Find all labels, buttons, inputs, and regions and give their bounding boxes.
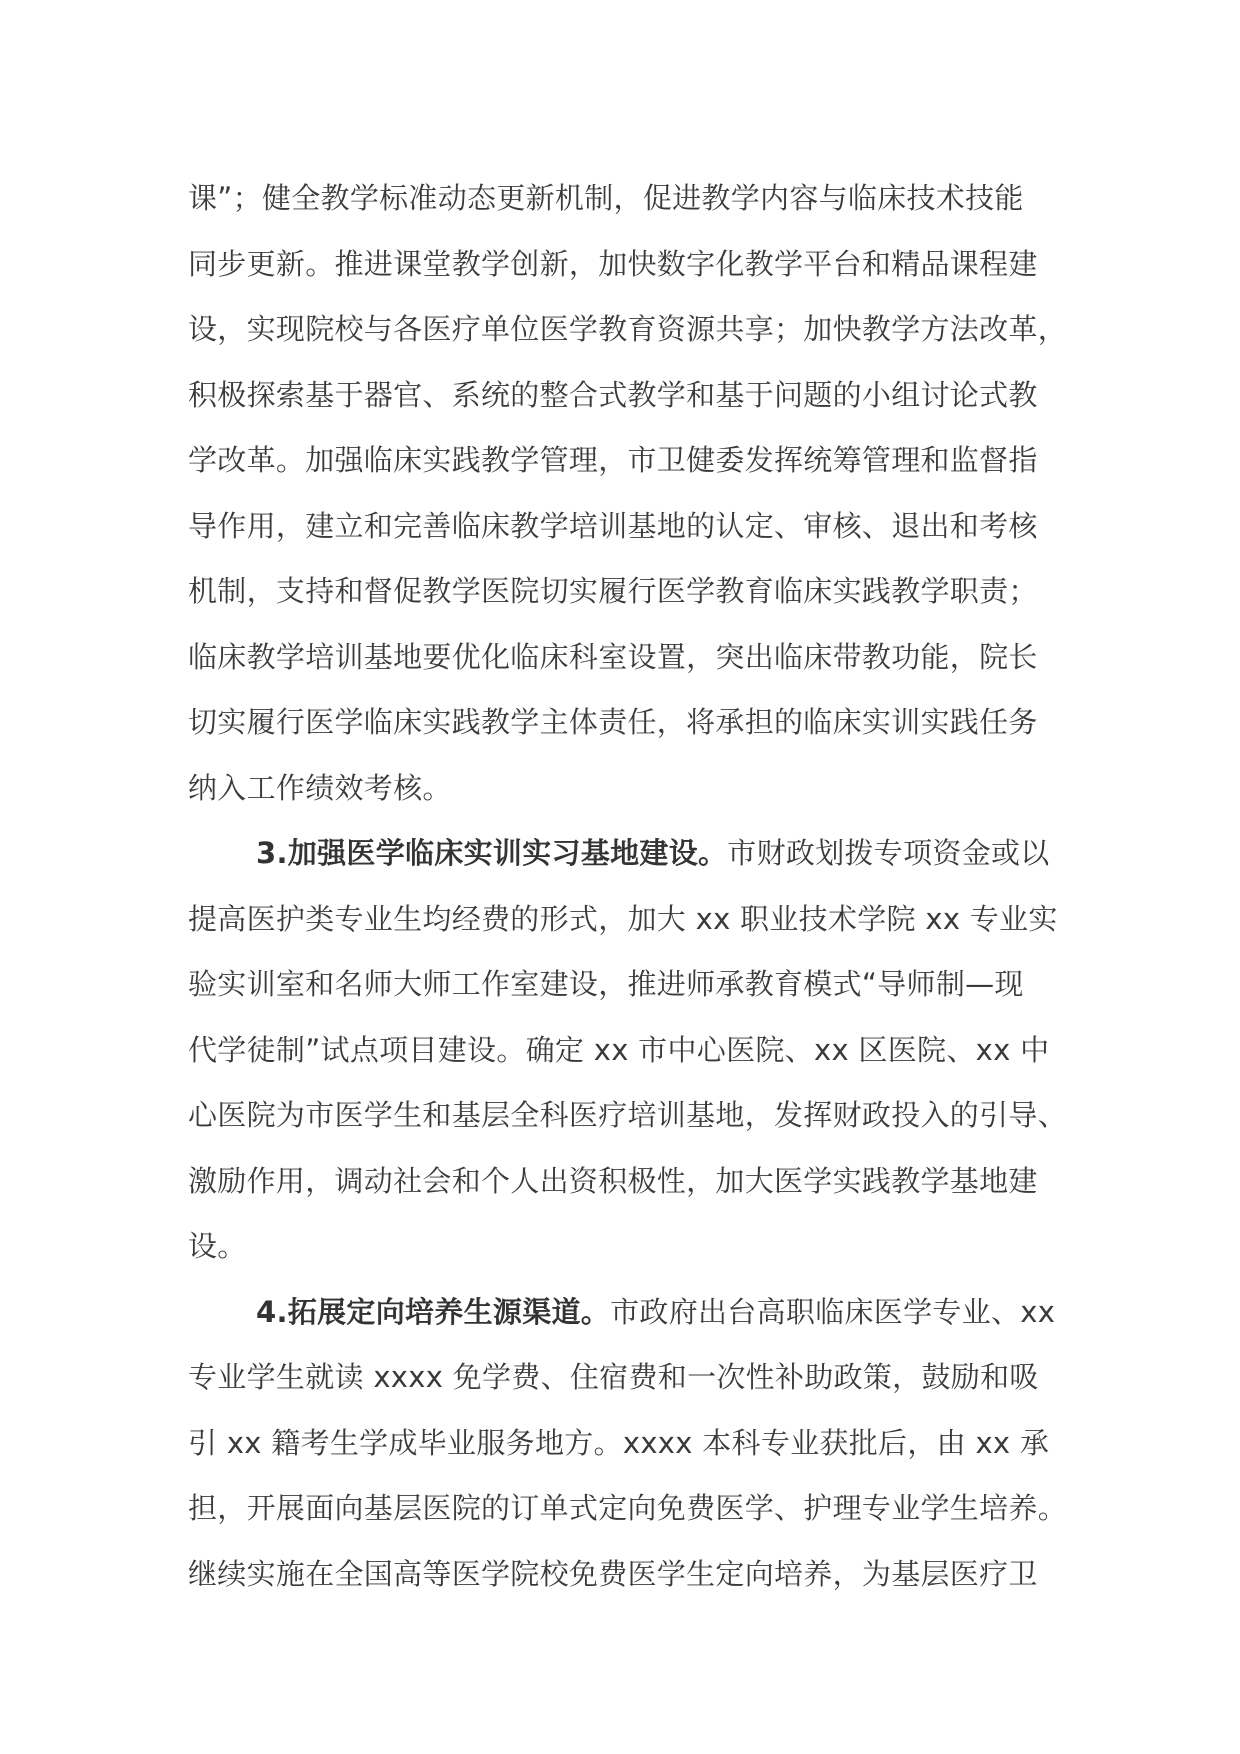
text-line: 纳入工作绩效考核。 xyxy=(188,770,452,805)
text-line: 验实训室和名师大师工作室建设，推进师承教育模式“导师制—现 xyxy=(188,967,1024,1001)
text-line: 设，实现院校与各医疗单位医学教育资源共享；加快教学方法改革， xyxy=(188,312,1068,346)
paragraph-4-first-rest: 市政府出台高职临床医学专业、xx xyxy=(610,1294,1056,1329)
text-line: 学改革。加强临床实践教学管理，市卫健委发挥统筹管理和监督指 xyxy=(188,443,1038,477)
paragraph-4 xyxy=(188,1280,1068,1608)
text-line: 导作用，建立和完善临床教学培训基地的认定、审核、退出和考核 xyxy=(188,508,1038,543)
paragraph-3 xyxy=(188,821,1068,1280)
paragraph-3-first-line xyxy=(188,821,1060,887)
text-line: 提高医护类专业生均经费的形式，加大 xx 职业技术学院 xx 专业实 xyxy=(188,901,1058,936)
text-line: 激励作用，调动社会和个人出资积极性，加大医学实践教学基地建 xyxy=(188,1163,1038,1198)
text-line: 切实履行医学临床实践教学主体责任，将承担的临床实训实践任务 xyxy=(188,705,1038,739)
text-line: 同步更新。推进课堂教学创新，加快数字化教学平台和精品课程建 xyxy=(188,246,1038,281)
text-line: 课”；健全教学标准动态更新机制，促进教学内容与临床技术技能 xyxy=(188,181,1024,215)
text-line: 引 xx 籍考生学成毕业服务地方。xxxx 本科专业获批后，由 xx 承 xyxy=(188,1425,1050,1460)
text-line: 设。 xyxy=(188,1229,247,1263)
text-line: 担，开展面向基层医院的订单式定向免费医学、护理专业学生培养。 xyxy=(188,1491,1068,1525)
paragraph-4-first-line xyxy=(188,1280,1060,1346)
paragraph-3-heading: 3.加强医学临床实训实习基地建设。 xyxy=(256,836,728,870)
text-line: 机制，支持和督促教学医院切实履行医学教育临床实践教学职责； xyxy=(188,574,1038,608)
text-line: 临床教学培训基地要优化临床科室设置，突出临床带教功能，院长 xyxy=(188,639,1038,674)
paragraph-3-first-rest: 市财政划拨专项资金或以 xyxy=(727,836,1050,870)
text-line: 专业学生就读 xxxx 免学费、住宿费和一次性补助政策，鼓励和吸 xyxy=(188,1360,1039,1394)
text-line: 心医院为市医学生和基层全科医疗培训基地，发挥财政投入的引导、 xyxy=(188,1098,1068,1132)
text-line: 代学徒制”试点项目建设。确定 xx 市中心医院、xx 区医院、xx 中 xyxy=(188,1032,1050,1067)
paragraph-continuation xyxy=(188,166,1068,821)
paragraph-4-heading: 4.拓展定向培养生源渠道。 xyxy=(256,1294,611,1329)
document-body xyxy=(188,166,1068,1607)
text-line: 继续实施在全国高等医学院校免费医学生定向培养，为基层医疗卫 xyxy=(188,1556,1038,1591)
text-line: 积极探索基于器官、系统的整合式教学和基于问题的小组讨论式教 xyxy=(188,377,1038,412)
